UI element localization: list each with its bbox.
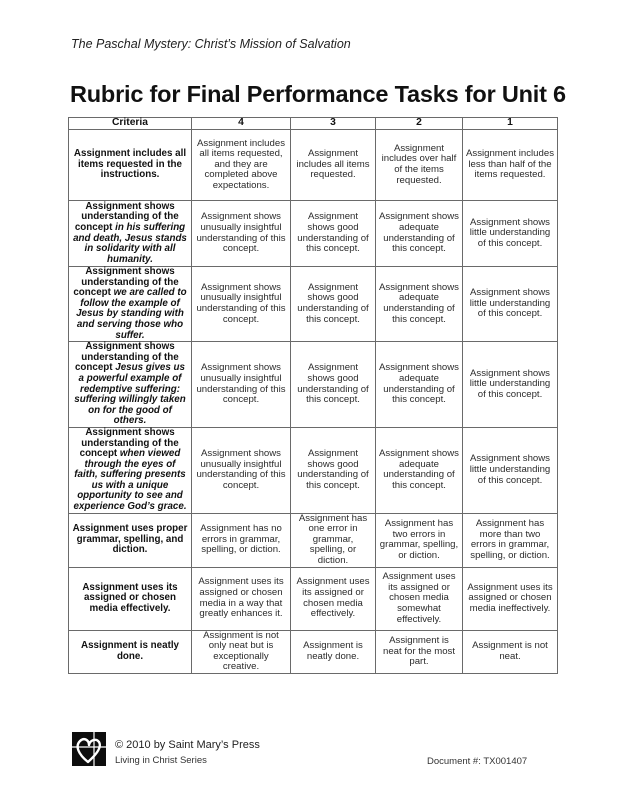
criteria-concept: we are called to follow the example of Jesus by standing with and serving those who suffer. xyxy=(76,287,187,341)
level-2-cell: Assignment shows adequate understanding of this concept. xyxy=(376,342,463,428)
document-number: Document #: TX001407 xyxy=(427,756,528,767)
level-4-cell: Assignment shows unusually insightful understanding of this concept. xyxy=(192,427,291,513)
table-row xyxy=(69,267,558,342)
criteria-text: Assignment includes all items requested in the instructions. xyxy=(73,148,187,181)
level-2-cell: Assignment includes over half of the items requested. xyxy=(376,130,463,201)
criteria-text: Assignment is neatly done. xyxy=(81,640,179,662)
column-header-3: 3 xyxy=(291,118,376,130)
series-header: The Paschal Mystery: Christ’s Mission of Salvation xyxy=(71,37,351,51)
level-4-cell: Assignment shows unusually insightful understanding of this concept. xyxy=(192,267,291,342)
level-3-cell: Assignment shows good understanding of this concept. xyxy=(291,427,376,513)
criteria-text: Assignment shows understanding of the concept xyxy=(79,426,179,460)
criteria-text: Assignment shows understanding of the concept xyxy=(73,266,179,299)
level-2-cell: Assignment shows adequate understanding of this concept. xyxy=(376,267,463,342)
series-name: Living in Christ Series xyxy=(115,755,207,766)
level-2-cell: Assignment shows adequate understanding of this concept. xyxy=(376,201,463,267)
level-3-cell: Assignment has one error in grammar, spelling, or diction. xyxy=(291,513,376,567)
level-4-cell: Assignment is not only neat but is exceptionally creative. xyxy=(192,630,291,673)
column-header-2: 2 xyxy=(376,118,463,130)
rubric-table xyxy=(68,117,558,674)
criteria-cell xyxy=(69,427,192,513)
criteria-text: Assignment shows understanding of the concept xyxy=(74,341,179,374)
level-2-cell: Assignment is neat for the most part. xyxy=(376,630,463,673)
level-3-cell: Assignment shows good understanding of this concept. xyxy=(291,267,376,342)
criteria-cell xyxy=(69,630,192,673)
saint-marys-press-logo-icon xyxy=(72,732,106,766)
column-header-criteria: Criteria xyxy=(69,118,192,130)
level-3-cell: Assignment includes all items requested. xyxy=(291,130,376,201)
level-1-cell: Assignment shows little understanding of this concept. xyxy=(463,342,558,428)
level-4-cell: Assignment has no errors in grammar, spelling, or diction. xyxy=(192,513,291,567)
level-2-cell: Assignment uses its assigned or chosen media somewhat effectively. xyxy=(376,567,463,630)
criteria-cell xyxy=(69,567,192,630)
table-row xyxy=(69,201,558,267)
column-header-4: 4 xyxy=(192,118,291,130)
criteria-cell xyxy=(69,267,192,342)
table-row xyxy=(69,513,558,567)
level-1-cell: Assignment includes less than half of the items requested. xyxy=(463,130,558,201)
table-row xyxy=(69,630,558,673)
page-title: Rubric for Final Performance Tasks for Unit 6 xyxy=(70,81,566,107)
criteria-cell xyxy=(69,130,192,201)
criteria-cell xyxy=(69,201,192,267)
criteria-text: Assignment uses proper grammar, spelling, and diction. xyxy=(72,523,188,556)
criteria-concept: in his suffering and death, Jesus stands in solidarity with all humanity. xyxy=(73,221,187,265)
heart-cross-icon xyxy=(72,732,106,766)
level-1-cell: Assignment shows little understanding of this concept. xyxy=(463,201,558,267)
level-1-cell: Assignment uses its assigned or chosen media ineffectively. xyxy=(463,567,558,630)
level-1-cell: Assignment has more than two errors in grammar, spelling, or diction. xyxy=(463,513,558,567)
copyright-notice: © 2010 by Saint Mary’s Press xyxy=(115,739,260,751)
level-2-cell: Assignment has two errors in grammar, spelling, or diction. xyxy=(376,513,463,567)
level-3-cell: Assignment uses its assigned or chosen media effectively. xyxy=(291,567,376,630)
level-2-cell: Assignment shows adequate understanding of this concept. xyxy=(376,427,463,513)
level-3-cell: Assignment shows good understanding of this concept. xyxy=(291,201,376,267)
level-4-cell: Assignment uses its assigned or chosen media in a way that greatly enhances it. xyxy=(192,567,291,630)
table-row xyxy=(69,567,558,630)
level-3-cell: Assignment shows good understanding of this concept. xyxy=(291,342,376,428)
level-1-cell: Assignment shows little understanding of this concept. xyxy=(463,267,558,342)
criteria-cell xyxy=(69,342,192,428)
level-3-cell: Assignment is neatly done. xyxy=(291,630,376,673)
column-header-1: 1 xyxy=(463,118,558,130)
level-4-cell: Assignment shows unusually insightful understanding of this concept. xyxy=(192,342,291,428)
criteria-concept: Jesus gives us a powerful example of redemptive suffering: suffering willingly taken on for the good of others. xyxy=(74,362,186,427)
table-row xyxy=(69,427,558,513)
rubric-header-row xyxy=(69,118,558,130)
level-1-cell: Assignment shows little understanding of this concept. xyxy=(463,427,558,513)
criteria-text: Assignment shows understanding of the concept xyxy=(74,200,179,233)
criteria-concept: when viewed through the eyes of faith, suffering presents us with a unique opportunity to see and experience God’s grace. xyxy=(73,448,187,513)
level-1-cell: Assignment is not neat. xyxy=(463,630,558,673)
level-4-cell: Assignment includes all items requested, and they are completed above expectations. xyxy=(192,130,291,201)
level-4-cell: Assignment shows unusually insightful understanding of this concept. xyxy=(192,201,291,267)
table-row xyxy=(69,130,558,201)
criteria-cell xyxy=(69,513,192,567)
table-row xyxy=(69,342,558,428)
criteria-text: Assignment uses its assigned or chosen media effectively. xyxy=(82,581,178,614)
